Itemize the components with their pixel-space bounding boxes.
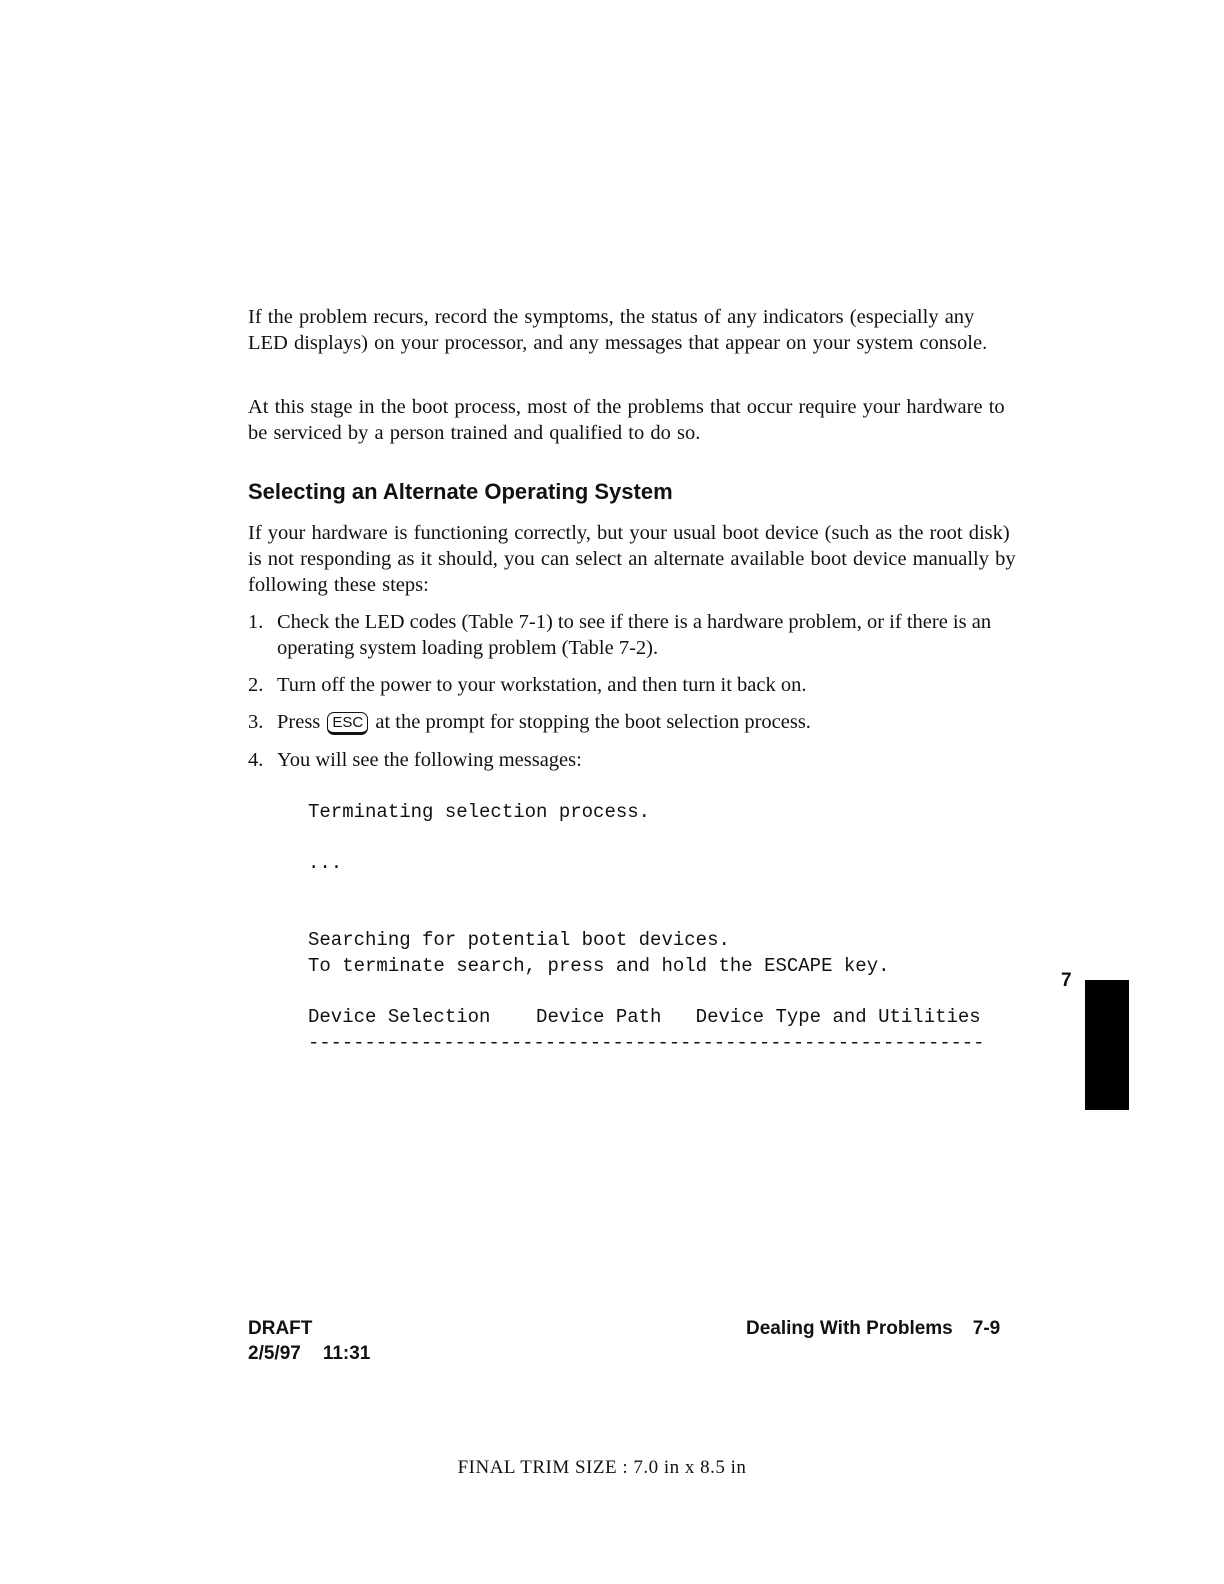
section-heading: Selecting an Alternate Operating System <box>248 479 673 504</box>
step-number: 4. <box>248 749 264 771</box>
intro-paragraph-symptoms: If the problem recurs, record the symptoms, the status of any indicators (especially any LED displays) on your processor, and any messages that appear on your system console. <box>248 306 988 354</box>
step-text <box>277 709 1018 735</box>
console-terminating-line: Terminating selection process. <box>308 801 651 823</box>
step-1 <box>248 609 1018 661</box>
step-text: Check the LED codes (Table 7-1) to see if there is a hardware problem, or if there is an operating system loading problem (Table 7-2). <box>277 611 992 659</box>
footer-page-number: 7-9 <box>972 1318 1001 1339</box>
footer-running-head <box>746 1317 1000 1341</box>
step-text-after-key: at the prompt for stopping the boot selection process. <box>375 711 811 733</box>
console-ellipsis: ... <box>308 852 343 874</box>
intro-paragraph-hardware-service: At this stage in the boot process, most of the problems that occur require your hardware to be serviced by a person trained and qualified to do so. <box>248 396 1005 444</box>
footer-date-time <box>248 1342 370 1366</box>
trim-size-note: FINAL TRIM SIZE : 7.0 in x 8.5 in <box>457 1457 747 1478</box>
console-table-rule: ------------------------------------------------------------ <box>308 1032 985 1054</box>
step-3 <box>248 709 1018 735</box>
footer-chapter-title: Dealing With Problems <box>746 1318 953 1339</box>
footer-draft-label: DRAFT <box>248 1318 313 1339</box>
step-number: 1. <box>248 611 264 633</box>
chapter-tab-number: 7 <box>1061 970 1072 991</box>
chapter-thumb-tab <box>1085 980 1129 1110</box>
console-terminate-hint-line: To terminate search, press and hold the ESCAPE key. <box>308 955 890 977</box>
step-text: You will see the following messages: <box>277 749 582 771</box>
footer-date: 2/5/97 <box>248 1343 301 1364</box>
step-number: 3. <box>248 711 264 733</box>
footer-time: 11:31 <box>322 1343 371 1364</box>
esc-key-icon: ESC <box>327 712 368 735</box>
section-intro-paragraph: If your hardware is functioning correctly, but your usual boot device (such as the root disk) is not responding as it should, you can select an alternate available boot device manually by following these steps: <box>248 522 1016 596</box>
step-4 <box>248 747 1018 773</box>
step-text: Turn off the power to your workstation, and then turn it back on. <box>277 674 807 696</box>
step-2 <box>248 672 1018 698</box>
console-searching-line: Searching for potential boot devices. <box>308 929 730 951</box>
step-text-before-key: Press <box>277 711 321 733</box>
console-table-header: Device Selection Device Path Device Type and Utilities <box>308 1006 981 1028</box>
step-number: 2. <box>248 674 264 696</box>
